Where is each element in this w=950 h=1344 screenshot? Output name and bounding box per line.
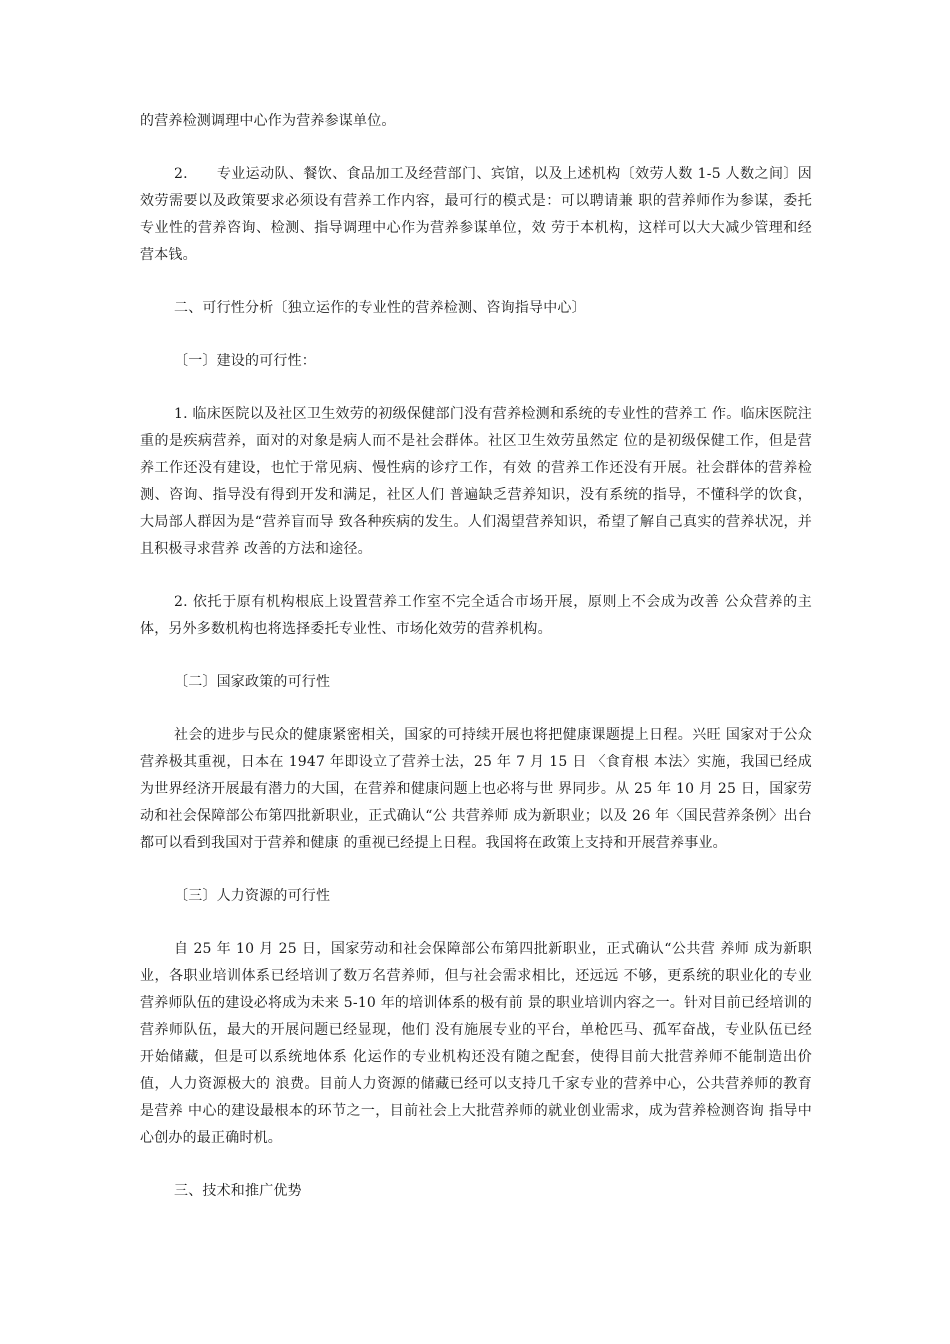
subheading-construction: 〔一〕建设的可行性：	[174, 353, 316, 369]
paragraph-policy: 社会的进步与民众的健康紧密相关，国家的可持续开展也将把健康课题提上日程。兴旺 国家对于公众营养极其重视，日本在 1947 年即设立了营养士法，25 年 7 月 15 日 〈食育根 本法〉实施，我国已经成为世界经济开展最有潜力的大国，在营养和健康问题上也必将与世 界同步。从 25 年 10 月 25 日，国家劳动和社会保障部公布第四批新职业，正式确认“公 共营养师 成为新职业；以及 26 年〈国民营养条例〉出台都可以看到我国对于营养和健康 的重视已经提上日程。我国将在政策上支持和开展营养事业。	[140, 727, 812, 851]
section-heading-feasibility: 二、可行性分析〔独立运作的专业性的营养检测、咨询指导中心〕	[174, 300, 586, 316]
subheading-policy: 〔二〕国家政策的可行性	[174, 674, 331, 690]
paragraph-item-2: 2. 专业运动队、餐饮、食品加工及经营部门、宾馆，以及上述机构〔效劳人数 1-5 人数之间〕因效劳需要以及政策要求必须设有营养工作内容，最可行的模式是：可以聘请兼 职的营养师作为参谋，委托专业性的营养咨询、检测、指导调理中心作为营养参谋单位，效 劳于本机构，这样可以大大减少管理和经营本钱。	[140, 166, 812, 263]
paragraph-construction-1: 1. 临床医院以及社区卫生效劳的初级保健部门没有营养检测和系统的专业性的营养工 作。临床医院注重的是疾病营养，面对的对象是病人而不是社会群体。社区卫生效劳虽然定 位的是初级保健工作，但是营养工作还没有建设，也忙于常见病、慢性病的诊疗工作，有效 的营养工作还没有开展。社会群体的营养检测、咨询、指导没有得到开发和满足，社区人们 普遍缺乏营养知识，没有系统的指导，不懂科学的饮食，大局部人群因为是“营养盲而导 致各种疾病的发生。人们渴望营养知识，希望了解自己真实的营养状况，并且积极寻求营养 改善的方法和途径。	[140, 406, 812, 557]
subheading-human-resources: 〔三〕人力资源的可行性	[174, 888, 331, 904]
paragraph-continuation: 的营养检测调理中心作为营养参谋单位。	[140, 113, 396, 129]
paragraph-human-resources: 自 25 年 10 月 25 日，国家劳动和社会保障部公布第四批新职业，正式确认“公共营 养师 成为新职业，各职业培训体系已经培训了数万名营养师，但与社会需求相比，还远远 不够，更系统的职业化的专业营养师队伍的建设必将成为未来 5-10 年的培训体系的极有前 景的职业培训内容之一。针对目前已经培训的营养师队伍，最大的开展问题已经显现，他们 没有施展专业的平台，单枪匹马、孤军奋战，专业队伍已经开始储藏，但是可以系统地体系 化运作的专业机构还没有随之配套，使得目前大批营养师不能制造出价值，人力资源极大的 浪费。目前人力资源的储藏已经可以支持几千家专业的营养中心，公共营养师的教育是营养 中心的建设最根本的环节之一，目前社会上大批营养师的就业创业需求，成为营养检测咨询 指导中心创办的最正确时机。	[140, 941, 812, 1146]
section-heading-technology: 三、技术和推广优势	[174, 1183, 302, 1199]
document-page	[140, 108, 812, 1205]
paragraph-construction-2: 2. 依托于原有机构根底上设置营养工作室不完全适合市场开展，原则上不会成为改善 公众营养的主体，另外多数机构也将选择委托专业性、市场化效劳的营养机构。	[140, 594, 812, 637]
